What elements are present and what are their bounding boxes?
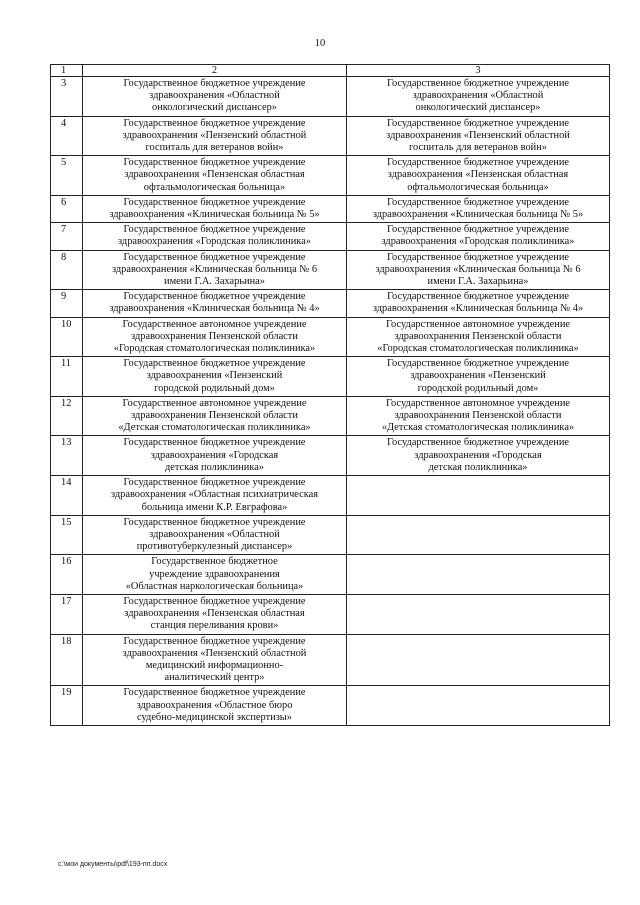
table-row	[51, 195, 610, 222]
institution-name-cell	[83, 156, 347, 196]
table-row	[51, 634, 610, 686]
cell-text-line: Государственное бюджетное учреждение	[123, 157, 306, 169]
institution-name-cell	[83, 634, 347, 686]
table-row	[51, 290, 610, 317]
row-number-cell: 7	[51, 223, 83, 250]
institution-name-cell-col3	[347, 436, 610, 476]
institution-name-cell-col3	[347, 396, 610, 436]
cell-text-line: Государственное бюджетное учреждение	[386, 251, 570, 263]
table-row	[51, 515, 610, 555]
row-number-cell: 6	[51, 195, 83, 222]
cell-text-line: госпиталь для ветеранов войн»	[409, 142, 547, 154]
institution-name-cell	[83, 223, 347, 250]
cell-text-line: здравоохранения «Клиническая больница № 5»	[372, 209, 584, 221]
institution-name-cell-col3	[347, 476, 610, 516]
cell-text-line: больница имени К.Р. Евграфова»	[141, 501, 288, 513]
institution-name-cell-col3	[347, 195, 610, 222]
cell-text-line: здравоохранения «Областной	[149, 90, 280, 102]
cell-text-line: Государственное бюджетное учреждение	[123, 437, 306, 449]
row-number-cell: 18	[51, 634, 83, 686]
cell-text-line: здравоохранения «Областная психиатрическая	[110, 489, 319, 501]
table-row	[51, 156, 610, 196]
row-number-cell: 9	[51, 290, 83, 317]
institution-name-cell	[83, 77, 347, 117]
header-cell-3: 3	[347, 65, 610, 77]
cell-text-line: здравоохранения «Пензенский	[410, 370, 546, 382]
cell-text-line: здравоохранения «Пензенский областной	[122, 647, 307, 659]
cell-text-line: Государственное бюджетное учреждение	[386, 437, 570, 449]
institution-name-cell	[83, 476, 347, 516]
institutions-table	[50, 64, 610, 726]
institution-name-cell	[83, 555, 347, 595]
cell-text-line: Государственное бюджетное учреждение	[123, 516, 306, 528]
table-row	[51, 77, 610, 117]
institution-name-cell-col3	[347, 223, 610, 250]
institution-name-cell	[83, 436, 347, 476]
row-number-cell: 17	[51, 594, 83, 634]
institution-name-cell-col3	[347, 156, 610, 196]
cell-text-line: здравоохранения «Клиническая больница № 4»	[372, 303, 584, 315]
cell-text-line: Государственное бюджетное учреждение	[386, 117, 570, 129]
table-row	[51, 116, 610, 156]
table-row	[51, 686, 610, 726]
cell-text-line: Государственное бюджетное учреждение	[123, 687, 306, 699]
institution-name-cell-col3	[347, 317, 610, 357]
row-number-cell: 3	[51, 77, 83, 117]
institution-name-cell	[83, 357, 347, 397]
cell-text-line: «Городская стоматологическая поликлиника»	[113, 343, 316, 355]
row-number-cell: 5	[51, 156, 83, 196]
table-row	[51, 250, 610, 290]
cell-text-line: офтальмологическая больница»	[143, 181, 286, 193]
row-number-cell: 15	[51, 515, 83, 555]
cell-text-line: Государственное бюджетное учреждение	[123, 635, 306, 647]
cell-text-line: «Детская стоматологическая поликлиника»	[381, 422, 575, 434]
institution-name-cell-col3	[347, 515, 610, 555]
cell-text-line: Государственное бюджетное учреждение	[123, 358, 306, 370]
institution-name-cell-col3	[347, 594, 610, 634]
cell-text-line: Государственное бюджетное учреждение	[386, 358, 570, 370]
institution-name-cell	[83, 116, 347, 156]
cell-text-line: станция переливания крови»	[150, 620, 279, 632]
cell-text-line: здравоохранения «Городская	[414, 449, 542, 461]
institution-name-cell-col3	[347, 686, 610, 726]
page-number: 10	[314, 38, 326, 49]
table-row	[51, 436, 610, 476]
cell-text-line: судебно-медицинской экспертизы»	[137, 711, 292, 723]
header-cell-2: 2	[83, 65, 347, 77]
cell-text-line: здравоохранения «Пензенская областная	[124, 169, 305, 181]
institution-name-cell	[83, 250, 347, 290]
cell-text-line: Государственное бюджетное учреждение	[123, 251, 306, 263]
table-row	[51, 594, 610, 634]
row-number-cell: 8	[51, 250, 83, 290]
institution-name-cell-col3	[347, 116, 610, 156]
cell-text-line: медицинский информационно-	[145, 659, 284, 671]
cell-text-line: онкологический диспансер»	[415, 102, 541, 114]
cell-text-line: аналитический центр»	[164, 672, 265, 684]
institution-name-cell-col3	[347, 555, 610, 595]
institution-name-cell-col3	[347, 290, 610, 317]
cell-text-line: Государственное бюджетное учреждение	[123, 78, 306, 89]
cell-text-line: Государственное бюджетное учреждение	[123, 291, 306, 303]
cell-text-line: Государственное бюджетное учреждение	[386, 78, 570, 89]
cell-text-line: Государственное автономное учреждение	[122, 397, 307, 409]
cell-text-line: здравоохранения «Областное бюро	[136, 699, 293, 711]
institution-name-cell-col3	[347, 634, 610, 686]
row-number-cell: 13	[51, 436, 83, 476]
cell-text-line: Государственное автономное учреждение	[385, 318, 571, 330]
row-number-cell: 19	[51, 686, 83, 726]
cell-text-line: здравоохранения «Клиническая больница № 5»	[109, 209, 320, 221]
cell-text-line: Государственное бюджетное учреждение	[386, 157, 570, 169]
header-cell-1: 1	[51, 65, 83, 77]
cell-text-line: детская поликлиника»	[428, 461, 528, 473]
institution-name-cell-col3	[347, 250, 610, 290]
footer-file-path: c:\мои документы\pdf\193-пп.docx	[58, 861, 168, 868]
cell-text-line: онкологический диспансер»	[152, 102, 277, 114]
cell-text-line: Государственное бюджетное учреждение	[386, 196, 570, 208]
institution-name-cell	[83, 515, 347, 555]
row-number-cell: 4	[51, 116, 83, 156]
row-number-cell: 11	[51, 357, 83, 397]
cell-text-line: Государственное бюджетное учреждение	[123, 117, 306, 129]
cell-text-line: Государственное бюджетное учреждение	[386, 291, 570, 303]
table-body	[51, 65, 610, 726]
cell-text-line: здравоохранения «Городская поликлиника»	[118, 236, 311, 248]
cell-text-line: противотуберкулезный диспансер»	[136, 541, 293, 553]
cell-text-line: здравоохранения «Областной	[412, 90, 544, 102]
table-row	[51, 357, 610, 397]
cell-text-line: здравоохранения «Пензенский	[146, 370, 283, 382]
cell-text-line: Государственное бюджетное	[151, 556, 278, 568]
institution-name-cell	[83, 686, 347, 726]
cell-text-line: Государственное бюджетное учреждение	[123, 224, 306, 236]
institution-name-cell-col3	[347, 357, 610, 397]
cell-text-line: учреждение здравоохранения	[149, 568, 280, 580]
table-row	[51, 317, 610, 357]
cell-text-line: Государственное бюджетное учреждение	[123, 595, 306, 607]
table-row	[51, 223, 610, 250]
cell-text-line: «Детская стоматологическая поликлиника»	[118, 422, 311, 434]
cell-text-line: Государственное бюджетное учреждение	[386, 224, 570, 236]
cell-text-line: здравоохранения «Пензенская областная	[387, 169, 569, 181]
institution-name-cell	[83, 290, 347, 317]
institution-name-cell	[83, 195, 347, 222]
cell-text-line: Государственное автономное учреждение	[122, 318, 307, 330]
cell-text-line: имени Г.А. Захарьина»	[427, 276, 529, 288]
row-number-cell: 16	[51, 555, 83, 595]
row-number-cell: 10	[51, 317, 83, 357]
cell-text-line: офтальмологическая больница»	[407, 181, 549, 193]
cell-text-line: здравоохранения «Клиническая больница № 6	[375, 263, 581, 275]
row-number-cell: 14	[51, 476, 83, 516]
table-row	[51, 396, 610, 436]
cell-text-line: Государственное бюджетное учреждение	[123, 477, 306, 489]
row-number-cell: 12	[51, 396, 83, 436]
institution-name-cell	[83, 317, 347, 357]
cell-text-line: детская поликлиника»	[164, 461, 265, 473]
cell-text-line: «Городская стоматологическая поликлиника»	[377, 343, 579, 355]
cell-text-line: здравоохранения «Пензенская областная	[124, 608, 305, 620]
cell-text-line: Государственное автономное учреждение	[385, 397, 571, 409]
cell-text-line: здравоохранения «Пензенский областной	[122, 129, 307, 141]
cell-text-line: здравоохранения «Областной	[149, 528, 280, 540]
cell-text-line: городской родильный дом»	[417, 382, 539, 394]
cell-text-line: Государственное бюджетное учреждение	[123, 196, 306, 208]
cell-text-line: здравоохранения Пензенской области	[394, 410, 562, 422]
cell-text-line: имени Г.А. Захарьина»	[164, 276, 265, 288]
cell-text-line: городской родильный дом»	[154, 382, 275, 394]
cell-text-line: здравоохранения «Клиническая больница № 6	[111, 263, 318, 275]
table-row	[51, 555, 610, 595]
cell-text-line: здравоохранения «Пензенский областной	[386, 129, 570, 141]
institution-name-cell-col3	[347, 77, 610, 117]
cell-text-line: здравоохранения Пензенской области	[131, 410, 298, 422]
cell-text-line: здравоохранения Пензенской области	[131, 330, 298, 342]
cell-text-line: здравоохранения Пензенской области	[394, 330, 562, 342]
table-row	[51, 476, 610, 516]
institution-name-cell	[83, 594, 347, 634]
cell-text-line: здравоохранения «Клиническая больница № 4»	[109, 303, 320, 315]
cell-text-line: здравоохранения «Городская	[150, 449, 279, 461]
cell-text-line: госпиталь для ветеранов войн»	[145, 142, 284, 154]
table-header-row	[51, 65, 610, 77]
institution-name-cell	[83, 396, 347, 436]
cell-text-line: «Областная наркологическая больница»	[125, 580, 304, 592]
cell-text-line: здравоохранения «Городская поликлиника»	[381, 236, 575, 248]
